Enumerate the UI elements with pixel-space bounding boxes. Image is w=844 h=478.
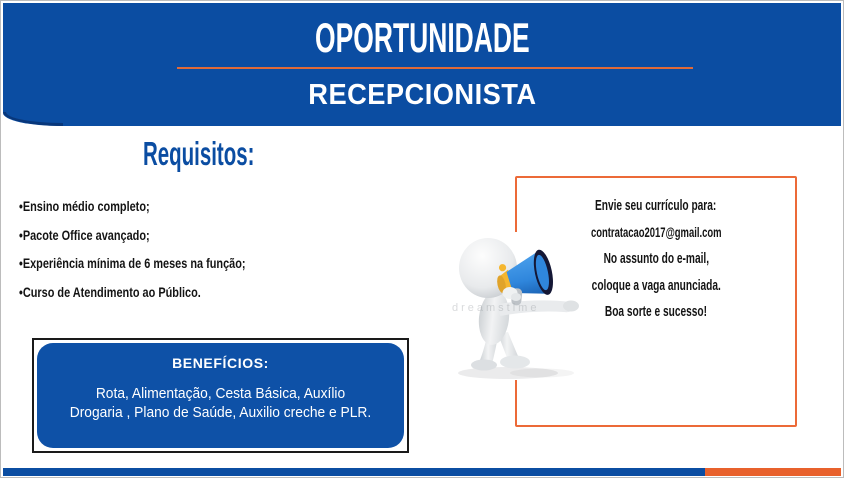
page-title xyxy=(3,15,841,61)
requisitos-list xyxy=(19,192,439,306)
figure-hand-right xyxy=(563,301,579,312)
requisito-item: •Ensino médio completo; xyxy=(19,198,150,214)
footer-bar-blue xyxy=(3,468,705,476)
figure-foot-right xyxy=(500,356,530,369)
figure-fingers xyxy=(511,293,521,301)
contact-line-text: coloque a vaga anunciada. xyxy=(591,277,721,294)
requisito-item: •Curso de Atendimento ao Público. xyxy=(19,283,201,300)
beneficios-line: Rota, Alimentação, Cesta Básica, Auxílio xyxy=(95,385,346,402)
contact-line xyxy=(515,193,797,220)
job-title xyxy=(3,79,841,112)
job-title-text: RECEPCIONISTA xyxy=(307,79,537,111)
header-corner-arc xyxy=(3,112,63,126)
watermark-text: dreamstime xyxy=(452,302,540,314)
megaphone-figure-photo xyxy=(438,232,583,380)
figure-foot-left xyxy=(471,360,497,371)
requisitos-heading xyxy=(143,135,323,173)
header-banner xyxy=(3,3,841,126)
contact-line-text: No assunto do e-mail, xyxy=(603,251,709,267)
page-title-text: OPORTUNIDADE xyxy=(314,14,530,61)
beneficios-panel xyxy=(37,343,404,448)
beneficios-box xyxy=(32,338,409,453)
contact-line-text: Boa sorte e sucesso! xyxy=(604,304,708,320)
contact-email-text: contratacao2017@gmail.com xyxy=(590,224,722,240)
beneficios-line: Drogaria , Plano de Saúde, Auxilio creche e PLR. xyxy=(69,404,372,421)
requisito-item: •Experiência mínima de 6 meses na função; xyxy=(19,255,246,271)
requisitos-heading-text: Requisitos: xyxy=(143,135,255,172)
beneficios-text xyxy=(37,384,404,422)
title-underline xyxy=(177,67,693,69)
contact-line-text: Envie seu currículo para: xyxy=(595,198,717,214)
figure-shadow-soft xyxy=(510,369,574,378)
footer-bar-orange xyxy=(705,468,841,476)
requisito-item: •Pacote Office avançado; xyxy=(19,226,150,243)
beneficios-heading: BENEFÍCIOS: xyxy=(172,355,269,371)
